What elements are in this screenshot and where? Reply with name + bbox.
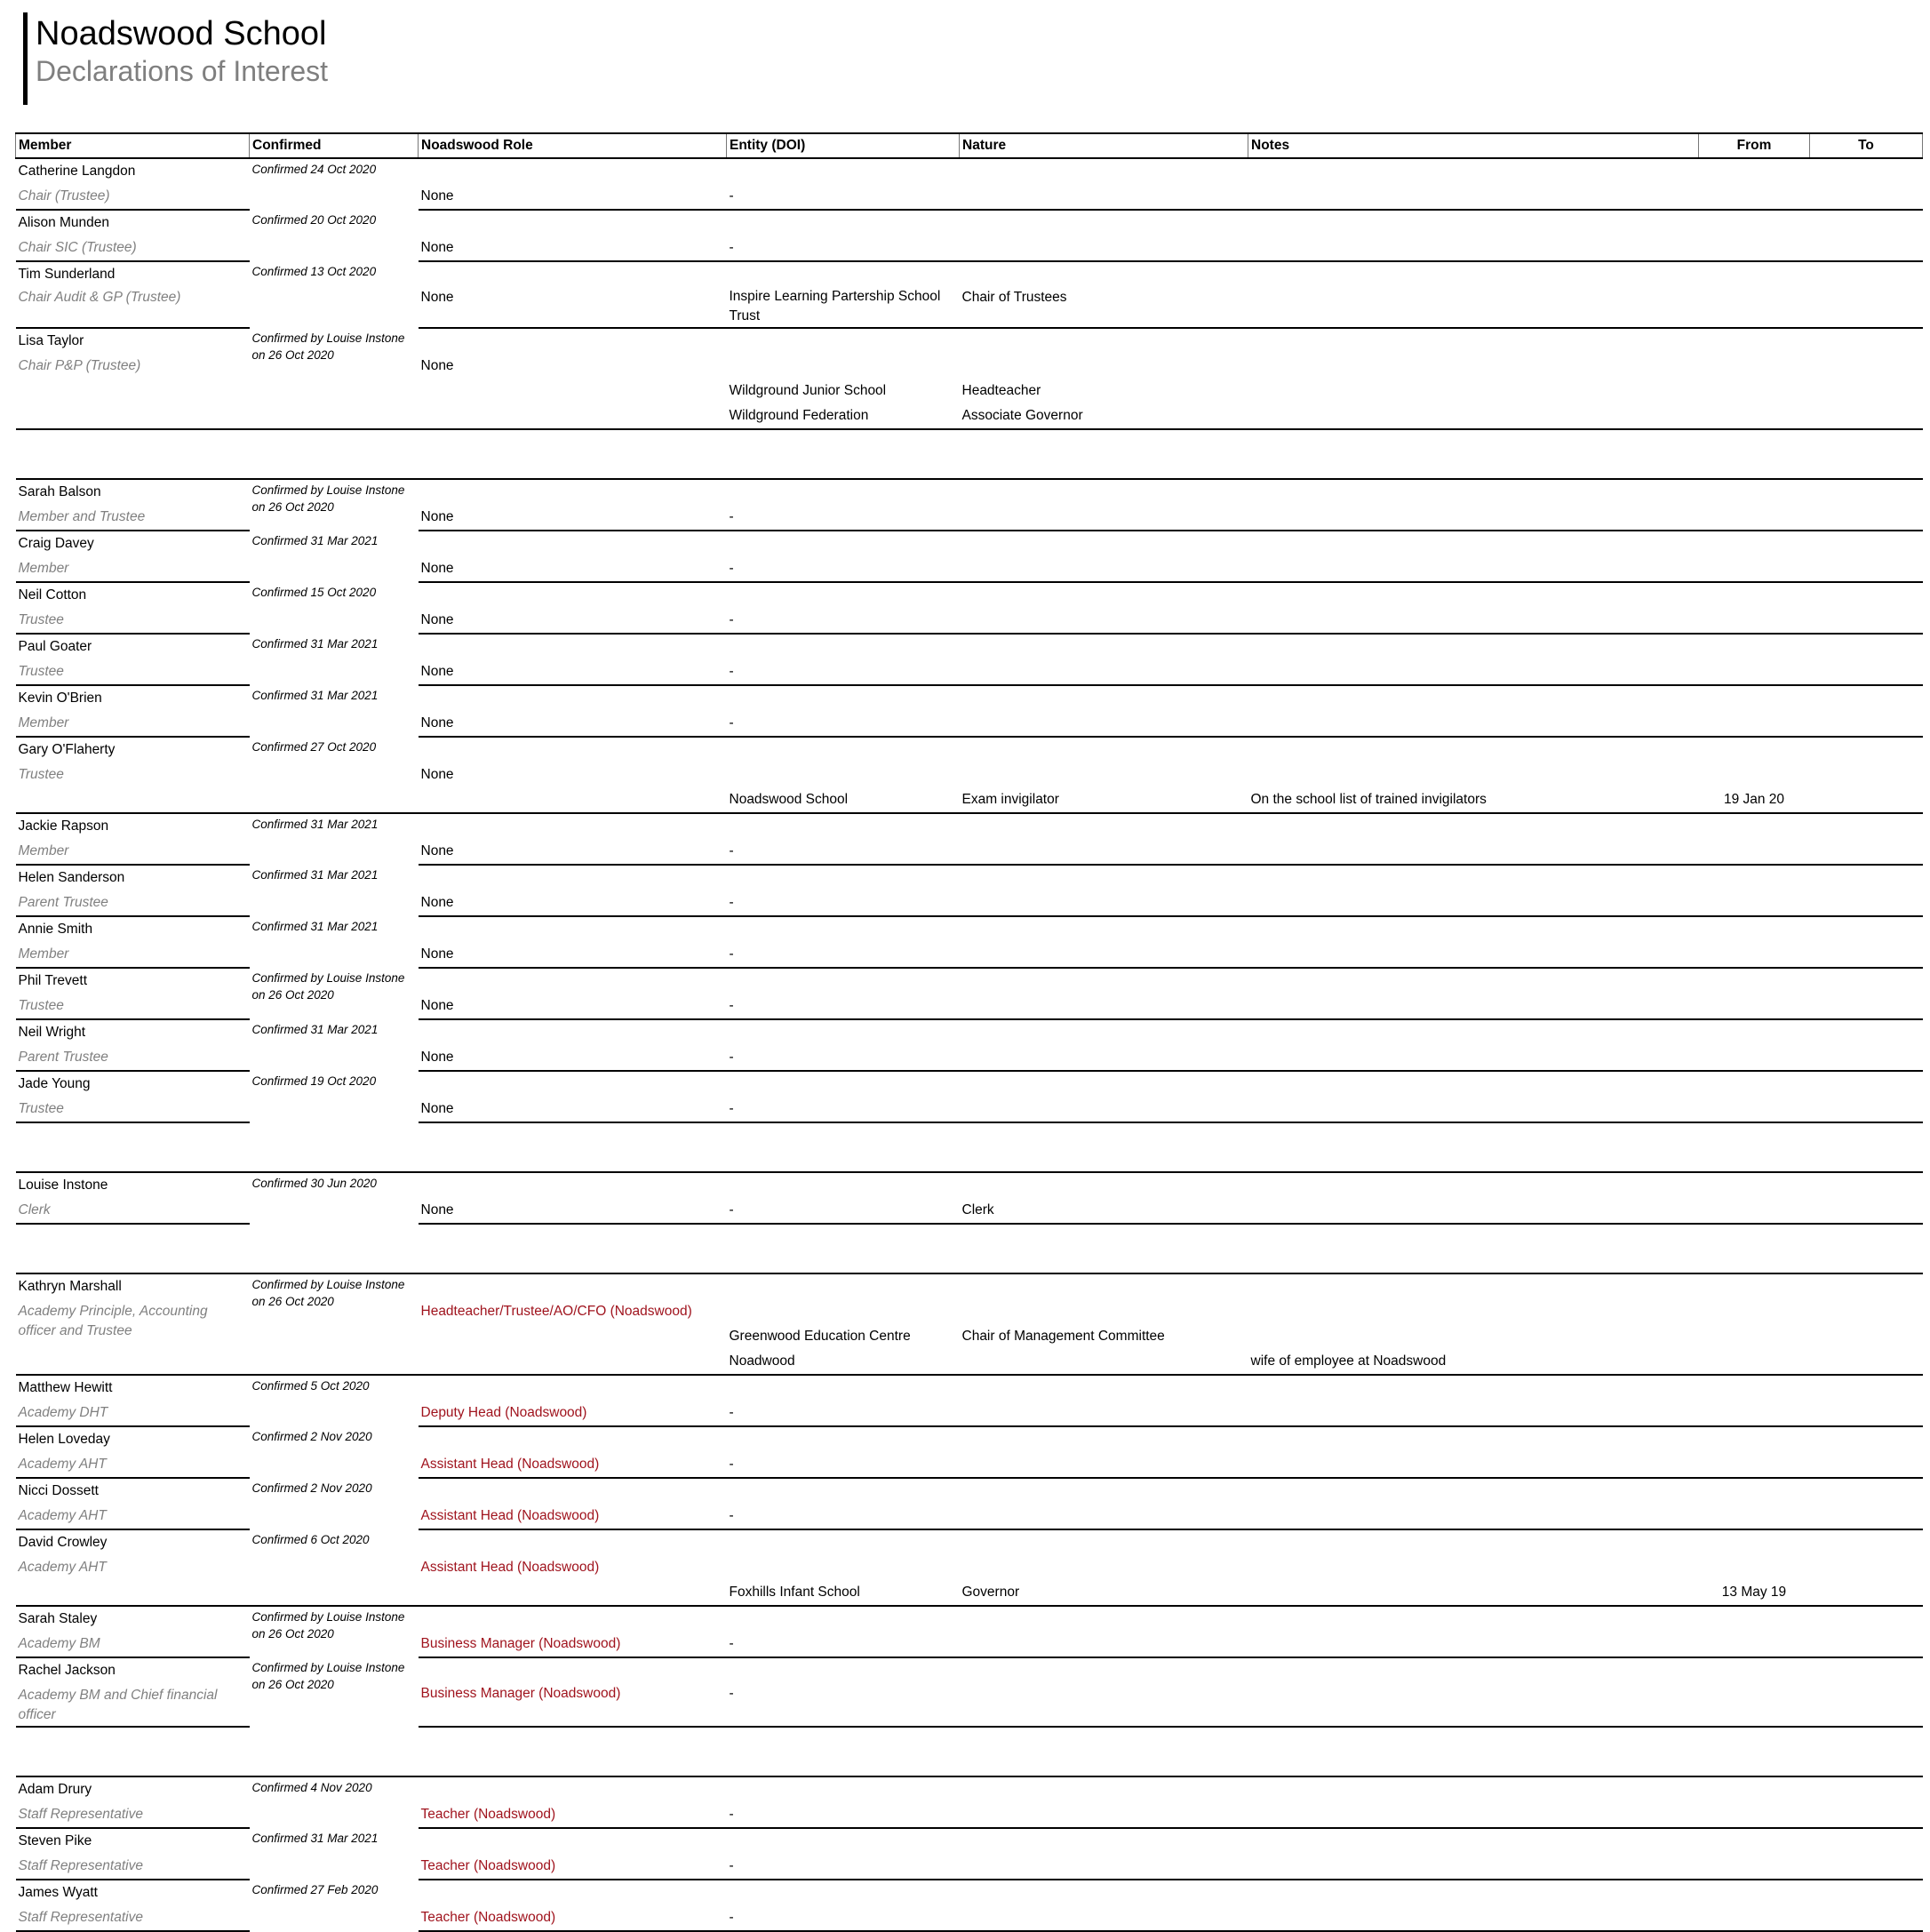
member-role: Academy BM (16, 1632, 250, 1657)
table-row (16, 1657, 1923, 1683)
member-role: Academy AHT (18, 1560, 107, 1575)
confirmed-cell: Confirmed by Louise Instone on 26 Oct 2020 (251, 1661, 405, 1691)
column-header-to: To (1810, 133, 1923, 158)
member-role: Parent Trustee (16, 1045, 250, 1071)
noadswood-role-cell: None (419, 184, 727, 210)
entity-cell: - (727, 1905, 960, 1931)
noadswood-role-cell: Assistant Head (Noadswood) (419, 1504, 727, 1529)
member-role: Academy Principle, Accounting officer and Trustee (18, 1304, 208, 1338)
confirmed-cell: Confirmed 30 Jun 2020 (251, 1177, 377, 1190)
table-row (16, 261, 1923, 287)
nature-cell: Associate Governor (960, 403, 1248, 429)
table-row (16, 634, 1923, 659)
table-row (16, 582, 1923, 608)
confirmed-cell: Confirmed 4 Nov 2020 (251, 1781, 372, 1794)
noadswood-role-cell: None (419, 608, 727, 634)
member-name: Matthew Hewitt (18, 1380, 113, 1395)
entity-cell: - (727, 1452, 960, 1478)
entity-cell: Greenwood Education Centre (729, 1329, 911, 1344)
noadswood-role-cell: None (419, 994, 727, 1019)
table-row (16, 210, 1923, 236)
member-name: Alison Munden (18, 215, 110, 230)
member-name: Jade Young (18, 1076, 91, 1091)
table-row (16, 1580, 1923, 1606)
member-name: Phil Trevett (18, 973, 88, 988)
member-name: Kathryn Marshall (18, 1279, 122, 1294)
confirmed-cell: Confirmed by Louise Instone on 26 Oct 2020 (251, 1610, 405, 1641)
page-subtitle: Declarations of Interest (36, 55, 329, 87)
entity-cell: Wildground Junior School (729, 383, 887, 398)
entity-cell: - (727, 1504, 960, 1529)
member-role: Chair Audit & GP (Trustee) (16, 287, 250, 328)
entity-cell: Wildground Federation (727, 403, 960, 429)
column-header-confirmed: Confirmed (250, 133, 419, 158)
entity-cell: - (727, 994, 960, 1019)
entity-cell: - (727, 556, 960, 582)
entity-cell: - (727, 1045, 960, 1071)
group-separator (16, 1122, 1923, 1172)
confirmed-cell: Confirmed 19 Oct 2020 (251, 1074, 377, 1088)
member-name: Paul Goater (18, 639, 92, 654)
table-row (16, 1828, 1923, 1854)
member-role: Clerk (16, 1198, 250, 1224)
confirmed-cell: Confirmed 31 Mar 2021 (251, 868, 379, 882)
declarations-table (15, 132, 1923, 1932)
confirmed-cell: Confirmed 2 Nov 2020 (251, 1430, 372, 1443)
confirmed-cell: Confirmed 31 Mar 2021 (251, 637, 379, 651)
entity-cell: - (727, 890, 960, 916)
member-role: Trustee (16, 659, 250, 685)
member-role: Member (16, 839, 250, 865)
member-name: Nicci Dossett (18, 1483, 99, 1498)
member-name: James Wyatt (18, 1885, 98, 1900)
noadswood-role-cell: None (419, 839, 727, 865)
noadswood-role-cell: Teacher (Noadswood) (419, 1802, 727, 1828)
member-role: Academy BM and Chief financial officer (16, 1683, 250, 1727)
table-row (16, 1375, 1923, 1401)
confirmed-cell: Confirmed 24 Oct 2020 (251, 163, 377, 176)
confirmed-cell: Confirmed 15 Oct 2020 (251, 586, 377, 599)
column-header-notes: Notes (1248, 133, 1699, 158)
entity-cell: Foxhills Infant School (727, 1580, 960, 1606)
notes-cell: On the school list of trained invigilators (1248, 787, 1699, 813)
member-name: Louise Instone (18, 1178, 108, 1193)
noadswood-role-cell: None (420, 358, 454, 373)
entity-cell: - (727, 942, 960, 968)
noadswood-role-cell: Assistant Head (Noadswood) (420, 1560, 600, 1575)
confirmed-cell: Confirmed 2 Nov 2020 (251, 1481, 372, 1495)
notes-cell: wife of employee at Noadswood (1248, 1349, 1699, 1375)
table-row (16, 1273, 1923, 1299)
member-role: Trustee (16, 994, 250, 1019)
member-name: Lisa Taylor (18, 333, 84, 348)
noadswood-role-cell: Business Manager (Noadswood) (419, 1632, 727, 1657)
noadswood-role-cell: Teacher (Noadswood) (419, 1905, 727, 1931)
noadswood-role-cell: None (419, 659, 727, 685)
entity-cell: - (727, 1854, 960, 1880)
member-name: Sarah Staley (18, 1611, 98, 1626)
noadswood-role-cell: None (419, 942, 727, 968)
noadswood-role-cell: None (419, 287, 727, 328)
noadswood-role-cell: Assistant Head (Noadswood) (419, 1452, 727, 1478)
noadswood-role-cell: None (419, 1045, 727, 1071)
member-role: Chair SIC (Trustee) (16, 236, 250, 261)
entity-cell: - (727, 236, 960, 261)
noadswood-role-cell: None (419, 1198, 727, 1224)
entity-cell: - (727, 1683, 960, 1727)
member-role: Staff Representative (16, 1905, 250, 1931)
table-row (16, 403, 1923, 429)
table-row (16, 328, 1923, 354)
member-role: Academy AHT (16, 1504, 250, 1529)
noadswood-role-cell: Teacher (Noadswood) (419, 1854, 727, 1880)
member-role: Trustee (16, 1097, 250, 1122)
entity-cell: - (727, 1198, 960, 1224)
member-role: Member and Trustee (16, 505, 250, 531)
noadswood-role-cell: None (419, 711, 727, 737)
noadswood-role-cell: None (419, 236, 727, 261)
table-row (16, 1071, 1923, 1097)
table-row (16, 787, 1923, 813)
noadswood-role-cell: Deputy Head (Noadswood) (419, 1401, 727, 1426)
confirmed-cell: Confirmed by Louise Instone on 26 Oct 2020 (251, 971, 405, 1002)
table-row (16, 865, 1923, 890)
confirmed-cell: Confirmed 27 Oct 2020 (251, 740, 377, 754)
column-header-nature: Nature (960, 133, 1248, 158)
table-row (16, 479, 1923, 505)
entity-cell: Noadswood School (727, 787, 960, 813)
table-row (16, 1478, 1923, 1504)
member-name: Tim Sunderland (18, 267, 116, 282)
entity-cell: - (727, 608, 960, 634)
confirmed-cell: Confirmed 31 Mar 2021 (251, 818, 379, 831)
table-row (16, 379, 1923, 403)
table-row (16, 1776, 1923, 1802)
entity-cell: - (727, 505, 960, 531)
member-name: Kevin O'Brien (18, 691, 102, 706)
column-header-member: Member (16, 133, 250, 158)
confirmed-cell: Confirmed by Louise Instone on 26 Oct 2020 (251, 1278, 405, 1308)
member-name: Helen Loveday (18, 1432, 110, 1447)
table-row (16, 813, 1923, 839)
entity-cell: - (727, 184, 960, 210)
table-row (16, 1019, 1923, 1045)
member-name: Catherine Langdon (18, 164, 136, 179)
member-name: Jackie Rapson (18, 818, 109, 834)
table-row (16, 1529, 1923, 1555)
member-role: Chair (Trustee) (16, 184, 250, 210)
member-role: Academy DHT (16, 1401, 250, 1426)
noadswood-role-cell: Headteacher/Trustee/AO/CFO (Noadswood) (420, 1304, 692, 1319)
noadswood-role-cell: None (420, 767, 454, 782)
table-row (16, 1880, 1923, 1905)
member-name: Steven Pike (18, 1833, 92, 1848)
table-row (16, 1426, 1923, 1452)
column-header-from: From (1699, 133, 1810, 158)
noadswood-role-cell: Business Manager (Noadswood) (419, 1683, 727, 1727)
table-header-row (16, 133, 1923, 158)
member-role: Parent Trustee (16, 890, 250, 916)
entity-cell: - (727, 1097, 960, 1122)
entity-cell: Noadwood (727, 1349, 960, 1375)
column-header-noadswood-role: Noadswood Role (419, 133, 727, 158)
member-role: Trustee (18, 767, 64, 782)
table-row (16, 1349, 1923, 1375)
entity-cell: - (727, 1632, 960, 1657)
member-name: Neil Cotton (18, 587, 87, 603)
confirmed-cell: Confirmed 31 Mar 2021 (251, 689, 379, 702)
member-name: Rachel Jackson (18, 1663, 116, 1678)
member-role: Academy AHT (16, 1452, 250, 1478)
nature-cell: Governor (960, 1580, 1248, 1606)
nature-cell: Clerk (960, 1198, 1248, 1224)
noadswood-role-cell: None (419, 1097, 727, 1122)
member-role: Chair P&P (Trustee) (18, 358, 141, 373)
member-name: David Crowley (18, 1535, 108, 1550)
confirmed-cell: Confirmed 31 Mar 2021 (251, 920, 379, 933)
confirmed-cell: Confirmed 13 Oct 2020 (251, 265, 377, 278)
table-row (16, 1324, 1923, 1349)
confirmed-cell: Confirmed by Louise Instone on 26 Oct 2020 (251, 331, 405, 362)
member-name: Sarah Balson (18, 484, 101, 499)
confirmed-cell: Confirmed 27 Feb 2020 (251, 1883, 379, 1896)
page-title: Noadswood School (36, 15, 327, 52)
noadswood-role-cell: None (419, 890, 727, 916)
nature-cell: Chair of Trustees (960, 287, 1248, 328)
entity-cell: - (727, 1802, 960, 1828)
member-role: Staff Representative (16, 1854, 250, 1880)
member-name: Helen Sanderson (18, 870, 125, 885)
member-role: Member (16, 942, 250, 968)
member-role: Trustee (16, 608, 250, 634)
member-name: Neil Wright (18, 1025, 86, 1040)
table-row (16, 737, 1923, 762)
nature-cell: Exam invigilator (960, 787, 1248, 813)
nature-cell: Headteacher (961, 383, 1041, 398)
from-cell: 13 May 19 (1699, 1580, 1810, 1606)
group-separator (16, 1727, 1923, 1776)
member-role: Member (16, 711, 250, 737)
member-name: Adam Drury (18, 1782, 92, 1797)
member-role: Staff Representative (16, 1802, 250, 1828)
member-name: Gary O'Flaherty (18, 742, 116, 757)
table-row (16, 531, 1923, 556)
nature-cell: Chair of Management Committee (961, 1329, 1165, 1344)
entity-cell: - (727, 659, 960, 685)
table-row (16, 1172, 1923, 1198)
confirmed-cell: Confirmed 31 Mar 2021 (251, 1023, 379, 1036)
entity-cell: Inspire Learning Partership School Trust (727, 287, 960, 328)
table-row (16, 968, 1923, 994)
noadswood-role-cell: None (419, 556, 727, 582)
entity-cell: - (727, 711, 960, 737)
noadswood-role-cell: None (419, 505, 727, 531)
table-row (16, 1606, 1923, 1632)
member-name: Annie Smith (18, 922, 93, 937)
member-role: Member (16, 556, 250, 582)
group-separator (16, 1224, 1923, 1273)
confirmed-cell: Confirmed 6 Oct 2020 (251, 1533, 370, 1546)
group-separator (16, 429, 1923, 479)
from-cell: 19 Jan 20 (1699, 787, 1810, 813)
table-row (16, 158, 1923, 184)
member-name: Craig Davey (18, 536, 94, 551)
confirmed-cell: Confirmed 5 Oct 2020 (251, 1379, 370, 1393)
table-row (16, 685, 1923, 711)
confirmed-cell: Confirmed by Louise Instone on 26 Oct 2020 (251, 483, 405, 514)
entity-cell: - (727, 1401, 960, 1426)
confirmed-cell: Confirmed 31 Mar 2021 (251, 1832, 379, 1845)
entity-cell: - (727, 839, 960, 865)
document-header (23, 12, 328, 105)
table-row (16, 916, 1923, 942)
column-header-entity: Entity (DOI) (727, 133, 960, 158)
confirmed-cell: Confirmed 20 Oct 2020 (251, 213, 377, 227)
confirmed-cell: Confirmed 31 Mar 2021 (251, 534, 379, 547)
